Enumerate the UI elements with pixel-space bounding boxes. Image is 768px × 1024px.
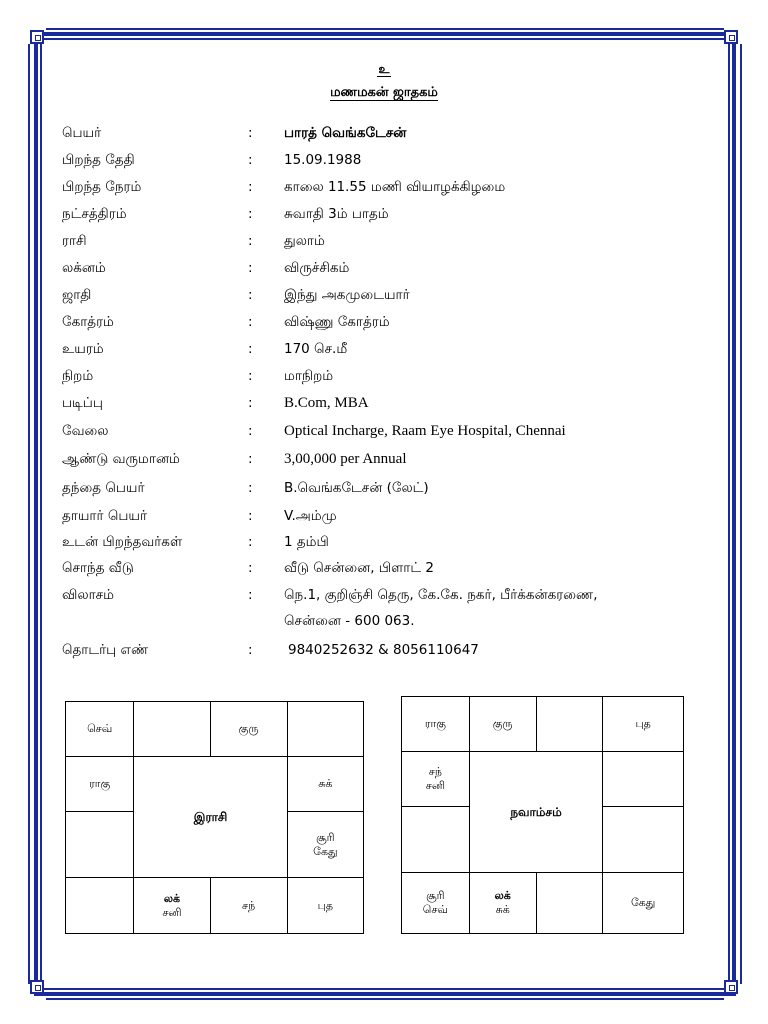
field-value: 15.09.1988 [284,152,362,168]
field-label: கோத்ரம் [62,314,114,330]
field-row-rasi [62,229,702,253]
field-value: V.அம்மு [284,508,337,524]
rasi-house: புத [287,878,363,934]
field-row-siblings [62,530,702,554]
field-value: 9840252632 & 8056110647 [288,642,479,658]
field-label: லக்னம் [62,260,106,276]
field-row-birth-time [62,175,702,199]
field-separator: : [248,560,253,576]
rasi-house: சூரி கேது [287,812,363,878]
field-row-income [62,447,702,471]
field-label: ஆண்டு வருமானம் [62,451,180,467]
field-separator: : [248,508,253,524]
field-separator: : [248,395,253,411]
field-value: மாநிறம் [284,368,334,384]
field-value: Optical Incharge, Raam Eye Hospital, Chennai [284,423,566,439]
navamsa-house: புத [603,697,684,752]
field-row-gothram [62,310,702,334]
rasi-house [66,812,134,878]
navamsa-house [603,807,684,873]
field-label: நிறம் [62,368,94,384]
navamsa-house: சந் சனி [402,752,470,807]
rasi-house [134,702,210,757]
rasi-house: ராகு [66,757,134,812]
field-row-father [62,476,702,500]
rasi-house: சந் [210,878,287,934]
border-line-top [46,28,724,30]
field-value: நெ.1, குறிஞ்சி தெரு, கே.கே. நகர், பீர்க்கன்கரணை, [284,587,598,603]
field-label: விலாசம் [62,587,114,603]
field-separator: : [248,368,253,384]
field-label: படிப்பு [62,395,103,411]
field-separator: : [248,534,253,550]
field-label: நட்சத்திரம் [62,206,127,222]
border-line-left [28,44,30,984]
field-label: உடன் பிறந்தவர்கள் [62,534,183,550]
field-row-address [62,583,702,607]
field-label: ஜாதி [62,287,92,303]
navamsa-house: லக் சுக் [469,873,536,934]
rasi-house: குரு [210,702,287,757]
corner-ornament-bl [30,980,44,994]
navamsa-house: சூரி செவ் [402,873,470,934]
field-value: 1 தம்பி [284,534,329,550]
field-label: தொடர்பு எண் [62,642,149,658]
field-separator: : [248,125,253,141]
field-label: தந்தை பெயர் [62,480,145,496]
field-value: B.Com, MBA [284,395,369,411]
field-value: விருச்சிகம் [284,260,350,276]
field-row-occupation [62,419,702,443]
pillaiyar-suzhi-mark: உ [378,62,390,76]
field-row-address-line2 [62,609,702,633]
field-separator: : [248,260,253,276]
field-separator: : [248,642,253,658]
rasi-house: லக் சனி [134,878,210,934]
field-row-own-house [62,556,702,580]
page-title: மணமகன் ஜாதகம் [330,85,438,100]
field-row-caste [62,283,702,307]
field-label: உயரம் [62,341,104,357]
field-value: சுவாதி 3ம் பாதம் [284,206,389,222]
border-line-right [740,44,742,984]
field-label: பெயர் [62,125,102,141]
navamsa-house: கேது [603,873,684,934]
field-separator: : [248,179,253,195]
border-line-bottom [46,998,724,1000]
field-row-complexion [62,364,702,388]
field-row-dob [62,148,702,172]
field-row-mother [62,504,702,528]
rasi-house: சுக் [287,757,363,812]
navamsa-house [402,807,470,873]
field-row-name [62,121,702,145]
field-value: பாரத் வெங்கடேசன் [284,125,407,141]
field-row-height [62,337,702,361]
field-row-star [62,202,702,226]
field-value: 3,00,000 per Annual [284,451,407,467]
field-separator: : [248,587,253,603]
field-value: 170 செ.மீ [284,341,348,357]
rasi-house [287,702,363,757]
field-row-contact [62,638,702,662]
navamsa-house [536,697,603,752]
navamsa-house: ராகு [402,697,470,752]
field-separator: : [248,451,253,467]
field-separator: : [248,206,253,222]
corner-ornament-tl [30,30,44,44]
field-separator: : [248,314,253,330]
navamsa-chart [401,696,684,934]
field-separator: : [248,152,253,168]
navamsa-house: குரு [469,697,536,752]
corner-ornament-br [724,980,738,994]
field-value: காலை 11.55 மணி வியாழக்கிழமை [284,179,506,195]
navamsa-center-label: நவாம்சம் [469,752,603,873]
field-row-lagnam [62,256,702,280]
rasi-chart [65,701,364,934]
rasi-house: செவ் [66,702,134,757]
field-value: சென்னை - 600 063. [284,613,415,629]
field-label: பிறந்த நேரம் [62,179,142,195]
corner-ornament-tr [724,30,738,44]
field-label: வேலை [62,423,109,439]
field-value: விஷ்ணு கோத்ரம் [284,314,390,330]
field-value: இந்து அகமுடையார் [284,287,410,303]
rasi-center-label: இராசி [134,757,287,878]
field-label: சொந்த வீடு [62,560,134,576]
field-separator: : [248,480,253,496]
navamsa-house [603,752,684,807]
field-separator: : [248,341,253,357]
field-label: தாயார் பெயர் [62,508,148,524]
field-separator: : [248,233,253,249]
field-separator: : [248,287,253,303]
field-value: வீடு சென்னை, பிளாட் 2 [284,560,434,576]
rasi-house [66,878,134,934]
field-label: பிறந்த தேதி [62,152,135,168]
field-value: B.வெங்கடேசன் (லேட்) [284,480,429,496]
field-value: துலாம் [284,233,325,249]
field-label: ராசி [62,233,87,249]
field-row-education [62,391,702,415]
field-separator: : [248,423,253,439]
navamsa-house [536,873,603,934]
